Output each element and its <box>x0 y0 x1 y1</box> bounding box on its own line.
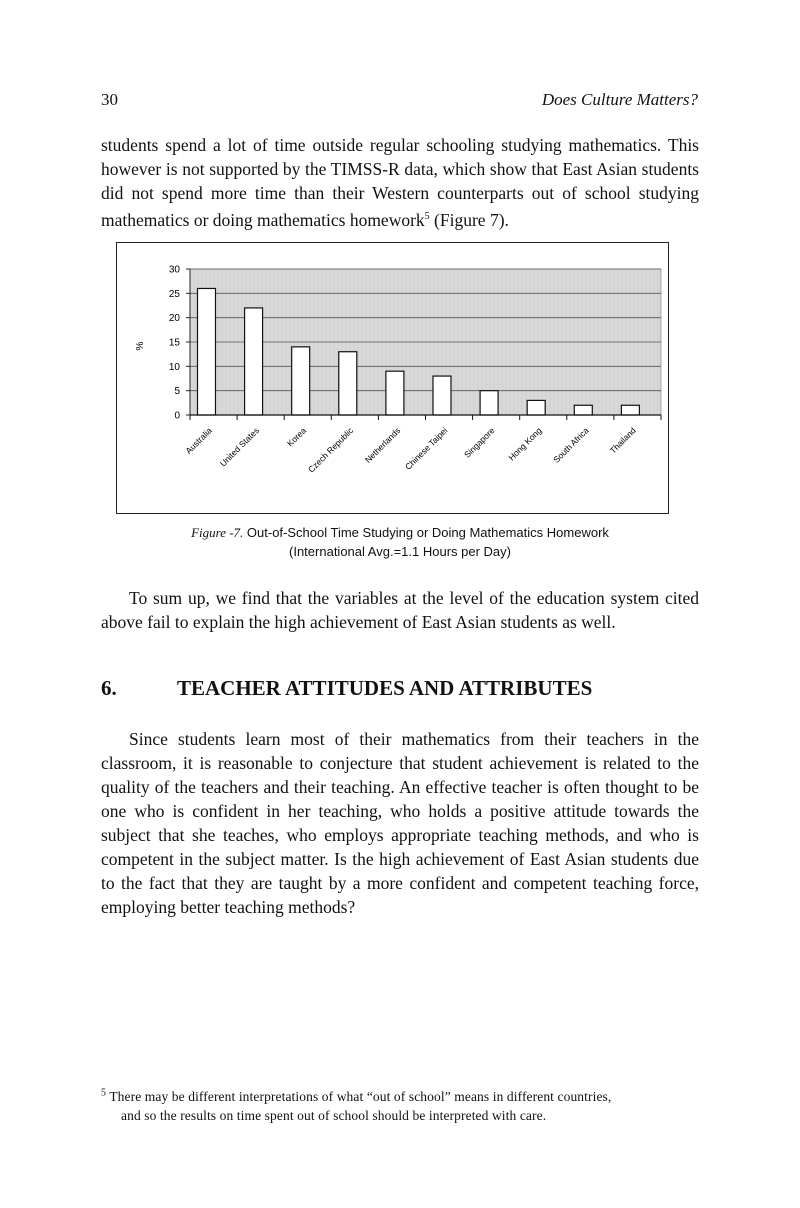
bar <box>292 347 310 415</box>
figure-label: Figure -7. <box>191 525 244 540</box>
bar <box>386 371 404 415</box>
y-tick-label: 15 <box>168 337 180 349</box>
page-number: 30 <box>101 90 118 109</box>
section-title: TEACHER ATTITUDES AND ATTRIBUTES <box>177 676 593 700</box>
figure-caption <box>101 523 699 561</box>
figure-caption-line2: (International Avg.=1.1 Hours per Day) <box>289 544 511 559</box>
x-tick-label: South Africa <box>551 425 591 465</box>
footnote <box>101 1083 701 1125</box>
y-tick-label: 10 <box>168 361 180 373</box>
bar <box>245 308 263 415</box>
footnote-marker: 5 <box>101 1087 107 1098</box>
running-head: Does Culture Matters? <box>541 90 698 109</box>
bar <box>433 376 451 415</box>
figure-caption-title: Out-of-School Time Studying or Doing Mathematics Homework <box>243 525 609 540</box>
bar-chart <box>117 243 668 513</box>
section-number: 6. <box>101 676 117 700</box>
figure-caption-line1 <box>101 523 699 542</box>
x-tick-label: Thailand <box>607 425 638 456</box>
paragraph-intro <box>101 133 699 232</box>
bar <box>480 391 498 415</box>
paragraph-intro-tail: (Figure 7). <box>429 209 509 230</box>
x-tick-label: Korea <box>284 425 309 449</box>
footnote-line1 <box>101 1089 611 1104</box>
y-tick-label: 25 <box>168 288 180 300</box>
x-tick-label: Hong Kong <box>506 425 544 463</box>
footnote-text1: There may be different interpretations of what “out of school” means in different countries, <box>106 1088 612 1104</box>
section-heading <box>101 676 699 701</box>
y-tick-label: 0 <box>174 410 180 422</box>
y-tick-label: 5 <box>174 386 180 398</box>
x-tick-label: Netherlands <box>362 425 403 465</box>
bar <box>197 288 215 415</box>
x-tick-label: Australia <box>183 425 214 456</box>
paragraph-intro-text: students spend a lot of time outside regular schooling studying mathematics. This however is not supported by the TIMSS-R data, which show that East Asian students did not spend more time than their Western counterparts out of school studying mathematics or doing mathematics homework <box>101 135 699 230</box>
x-tick-label: Czech Republic <box>306 425 356 475</box>
y-axis-label: % <box>135 341 146 351</box>
figure-frame <box>116 242 669 514</box>
bar <box>574 405 592 415</box>
footnote-line2: and so the results on time spent out of school should be interpreted with care. <box>121 1107 547 1123</box>
bar <box>527 400 545 415</box>
footnote-ref: 5 <box>424 211 430 222</box>
y-tick-label: 20 <box>168 313 180 325</box>
paragraph-teachers: Since students learn most of their mathematics from their teachers in the classroom, it is reasonable to conjecture that student achievement is related to the quality of the teachers and their teaching. An effective teacher is often thought to be one who is confident in her teaching, who holds a positive attitude towards the subject that she teaches, who employs appropriate teaching methods, and who is competent in the subject matter. Is the high achievement of East Asian students due to the fact that they are taught by a more confident and competent teaching force, employing better teaching methods? <box>101 729 699 917</box>
bar <box>621 405 639 415</box>
x-tick-label: Singapore <box>462 425 497 460</box>
paragraph-summary: To sum up, we find that the variables at the level of the education system cited above fail to explain the high achievement of East Asian students as well. <box>101 588 699 632</box>
x-tick-label: United States <box>217 425 261 469</box>
bar <box>339 352 357 415</box>
x-tick-label: Chinese Taipei <box>403 425 450 472</box>
y-tick-label: 30 <box>168 264 180 276</box>
